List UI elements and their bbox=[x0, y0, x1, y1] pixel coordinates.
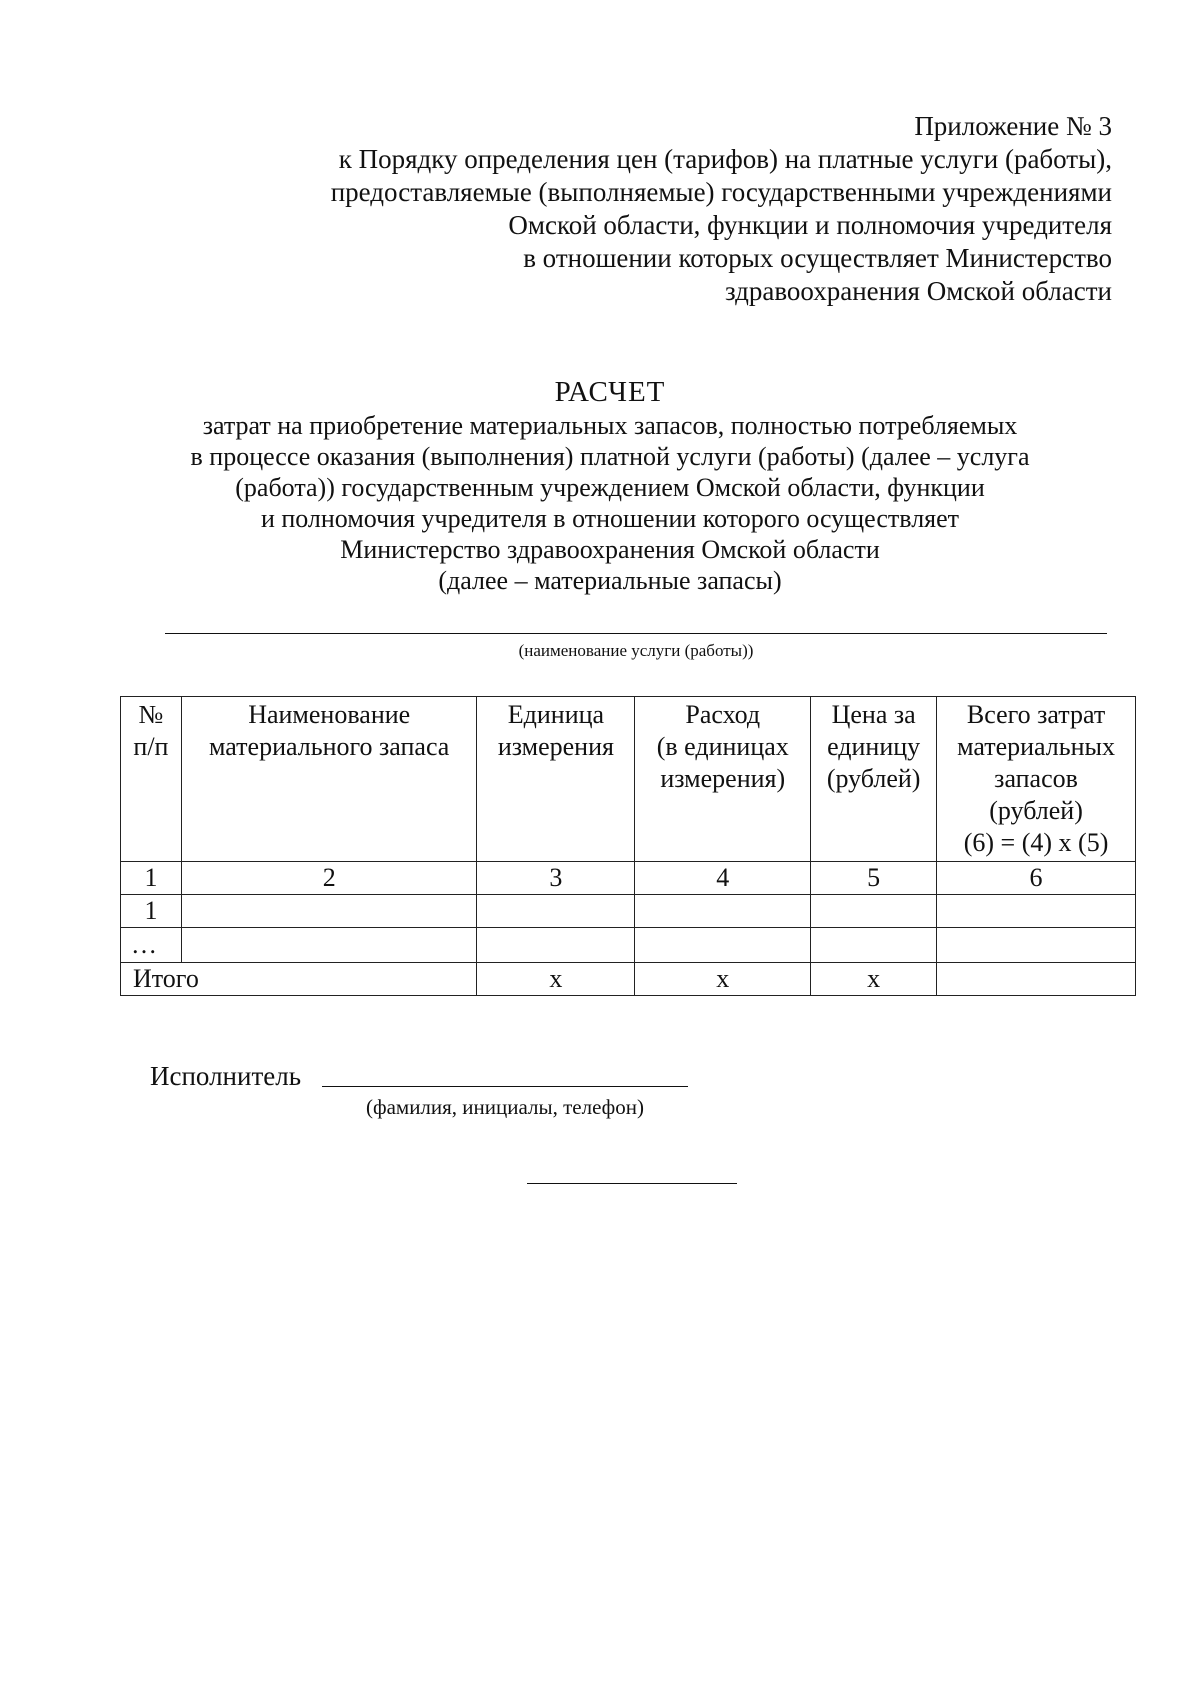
header-cell-price: Цена за единицу (рублей) bbox=[811, 697, 937, 862]
service-name-line bbox=[165, 633, 1107, 634]
header-cell-consumption: Расход (в единицах измерения) bbox=[635, 697, 811, 862]
empty-cell bbox=[811, 928, 937, 963]
header-cell-total: Всего затрат материальных запасов (рублей) (6) = (4) x (5) bbox=[937, 697, 1136, 862]
table-row bbox=[121, 928, 1136, 963]
subtitle-line: (работа)) государственным учреждением Омской области, функции bbox=[235, 473, 985, 502]
column-number-row bbox=[121, 862, 1136, 895]
header-cell-unit: Единица измерения bbox=[477, 697, 635, 862]
column-number: 1 bbox=[121, 862, 182, 895]
total-row bbox=[121, 963, 1136, 996]
appendix-header bbox=[212, 110, 1112, 308]
appendix-line: предоставляемые (выполняемые) государственными учреждениями bbox=[330, 177, 1112, 207]
empty-cell bbox=[181, 928, 477, 963]
empty-cell bbox=[937, 895, 1136, 928]
empty-cell bbox=[937, 928, 1136, 963]
empty-cell bbox=[635, 895, 811, 928]
column-number: 6 bbox=[937, 862, 1136, 895]
header-cell-name: Наименование материального запаса bbox=[181, 697, 477, 862]
subtitle-line: затрат на приобретение материальных запасов, полностью потребляемых bbox=[202, 411, 1018, 440]
empty-cell bbox=[181, 895, 477, 928]
document-title: РАСЧЕТ bbox=[554, 376, 666, 408]
subtitle-line: и полномочия учредителя в отношении которого осуществляет bbox=[260, 504, 960, 533]
empty-cell bbox=[811, 895, 937, 928]
service-name-caption: (наименование услуги (работы)) bbox=[518, 641, 754, 660]
executor-caption: (фамилия, инициалы, телефон) bbox=[365, 1095, 644, 1119]
empty-cell bbox=[937, 963, 1136, 996]
total-cell: x bbox=[477, 963, 635, 996]
total-cell: x bbox=[811, 963, 937, 996]
table-row bbox=[121, 895, 1136, 928]
subtitle-line: Министерство здравоохранения Омской области bbox=[340, 535, 880, 564]
end-of-document-line bbox=[527, 1183, 737, 1184]
subtitle-line: (далее – материальные запасы) bbox=[438, 566, 782, 595]
document-subtitle bbox=[150, 410, 1070, 596]
empty-cell bbox=[477, 895, 635, 928]
row-number: 1 bbox=[121, 895, 182, 928]
appendix-line: здравоохранения Омской области bbox=[724, 276, 1112, 306]
column-number: 2 bbox=[181, 862, 477, 895]
empty-cell bbox=[635, 928, 811, 963]
total-cell: x bbox=[635, 963, 811, 996]
column-number: 4 bbox=[635, 862, 811, 895]
column-number: 5 bbox=[811, 862, 937, 895]
appendix-line: в отношении которых осуществляет Министерство bbox=[523, 243, 1112, 273]
title-block bbox=[150, 374, 1070, 596]
total-label: Итого bbox=[121, 963, 477, 996]
appendix-line: Омской области, функции и полномочия учредителя bbox=[508, 210, 1112, 240]
ellipsis-cell: … bbox=[121, 928, 182, 963]
appendix-line: Приложение № 3 bbox=[914, 111, 1112, 141]
empty-cell bbox=[477, 928, 635, 963]
executor-label: Исполнитель bbox=[150, 1061, 302, 1091]
executor-signature-line bbox=[322, 1086, 688, 1087]
column-number: 3 bbox=[477, 862, 635, 895]
subtitle-line: в процессе оказания (выполнения) платной услуги (работы) (далее – услуга bbox=[190, 442, 1030, 471]
calculation-table bbox=[120, 696, 1136, 996]
header-cell-number: № п/п bbox=[121, 697, 182, 862]
table-header-row bbox=[121, 697, 1136, 862]
appendix-line: к Порядку определения цен (тарифов) на платные услуги (работы), bbox=[338, 144, 1112, 174]
